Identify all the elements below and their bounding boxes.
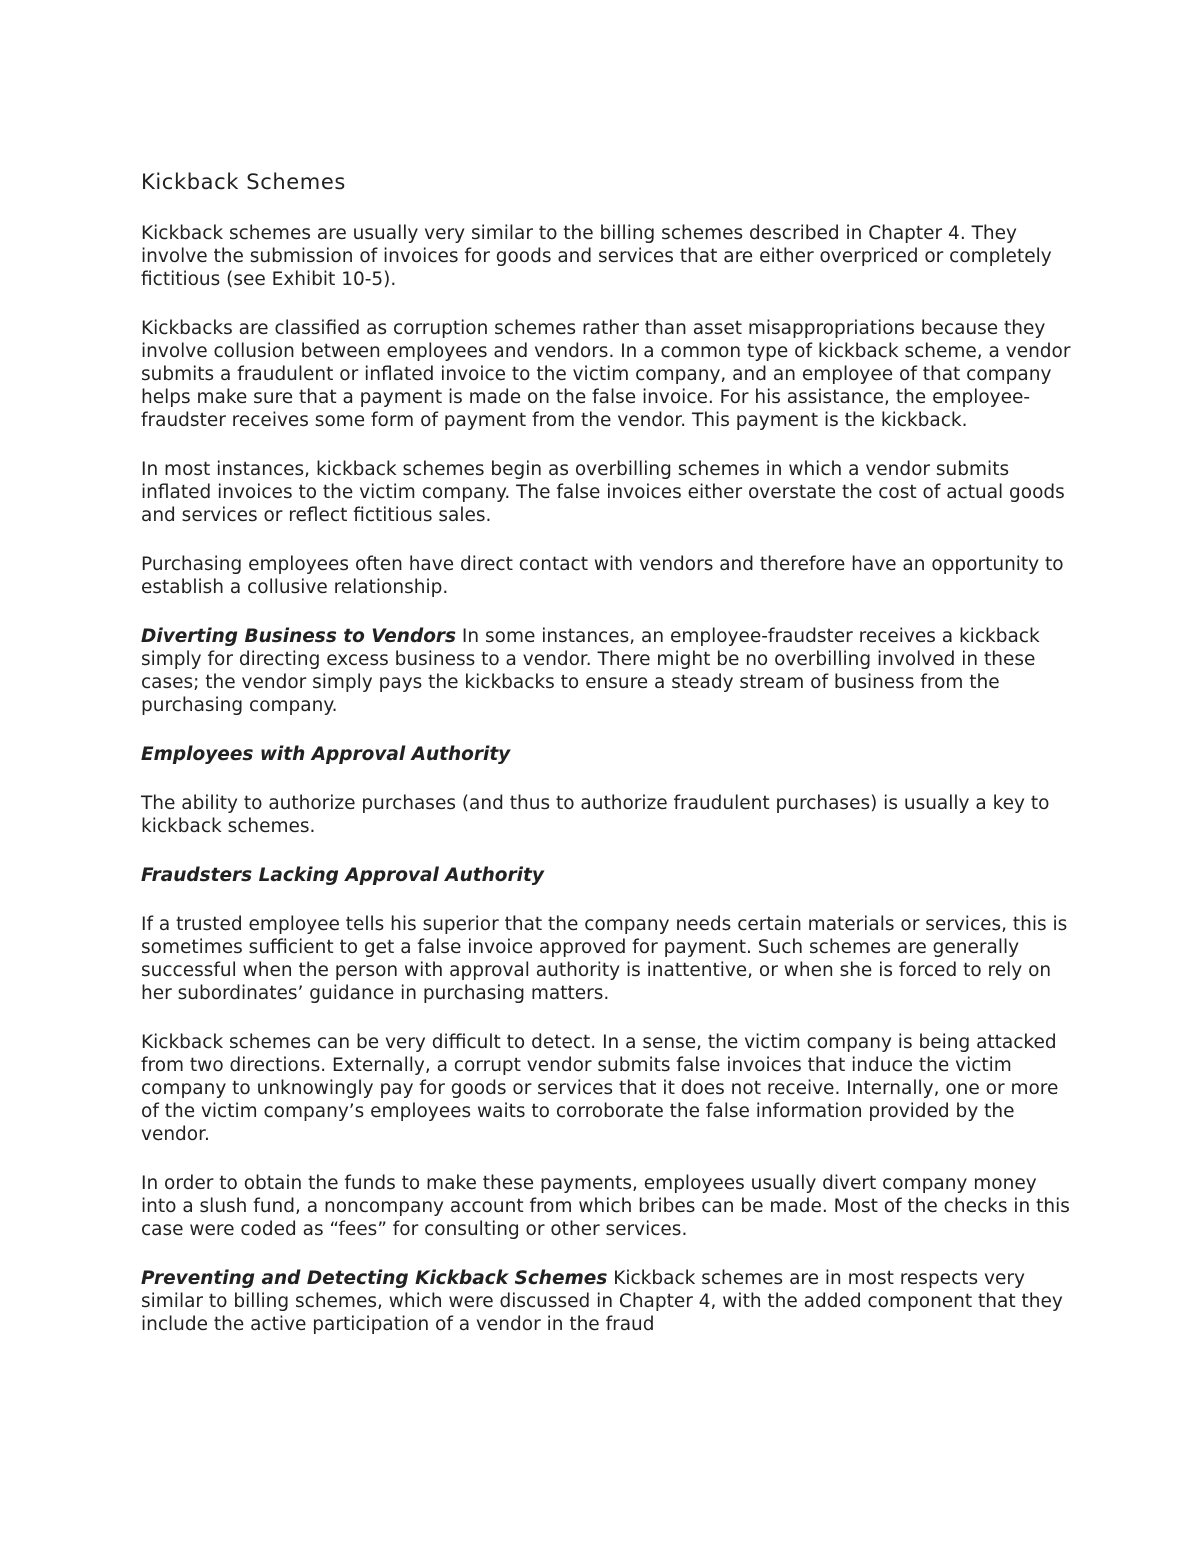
section-diverting-business (141, 625, 1071, 717)
paragraph-classification: Kickbacks are classified as corruption schemes rather than asset misappropriations because they involve collusion between employees and vendors. In a common type of kickback scheme, a vendor submits a fraudulent or inflated invoice to the victim company, and an employee of that company helps make sure that a payment is made on the false invoice. For his assistance, the employee-fraudster receives some form of payment from the vendor. This payment is the kickback. (141, 318, 1071, 431)
diverting-business-text: In some instances, an employee-fraudster receives a kickback simply for directing excess business to a vendor. There might be no overbilling involved in these cases; the vendor simply pays the kickbacks to ensure a steady stream of business from the purchasing company. (141, 626, 1040, 716)
preventing-detecting-text: Kickback schemes are in most respects very similar to billing schemes, which were discussed in Chapter 4, with the added component that they include the active participation of a vendor in the fraud (141, 1268, 1063, 1335)
document-page (141, 168, 1071, 1362)
paragraph-slush-fund: In order to obtain the funds to make these payments, employees usually divert company money into a slush fund, a noncompany account from which bribes can be made. Most of the checks in this case were coded as “fees” for consulting or other services. (141, 1173, 1070, 1240)
paragraph-overbilling: In most instances, kickback schemes begin as overbilling schemes in which a vendor submits inflated invoices to the victim company. The false invoices either overstate the cost of actual goods and services or reflect fictitious sales. (141, 459, 1065, 526)
paragraph-purchasing-employees: Purchasing employees often have direct contact with vendors and therefore have an opportunity to establish a collusive relationship. (141, 554, 1064, 598)
approval-authority-text: The ability to authorize purchases (and thus to authorize fraudulent purchases) is usually a key to kickback schemes. (141, 793, 1050, 837)
paragraph-detection-difficulty: Kickback schemes can be very difficult to detect. In a sense, the victim company is being attacked from two directions. Externally, a corrupt vendor submits false invoices that induce the victim company to unknowingly pay for goods or services that it does not receive. Internally, one or more of the victim company’s employees waits to corroborate the false information provided by the vendor. (141, 1032, 1059, 1145)
preventing-detecting-heading: Preventing and Detecting Kickback Schemes (141, 1268, 608, 1289)
lacking-approval-text: If a trusted employee tells his superior that the company needs certain materials or services, this is sometimes sufficient to get a false invoice approved for payment. Such schemes are generally successful when the person with approval authority is inattentive, or when she is forced to rely on her subordinates’ guidance in purchasing matters. (141, 914, 1068, 1004)
paragraph-intro: Kickback schemes are usually very similar to the billing schemes described in Chapter 4. They involve the submission of invoices for goods and services that are either overpriced or completely fictitious (see Exhibit 10-5). (141, 223, 1052, 290)
diverting-business-heading: Diverting Business to Vendors (141, 626, 457, 647)
section-preventing-detecting (141, 1267, 1071, 1336)
approval-authority-heading: Employees with Approval Authority (141, 744, 511, 765)
lacking-approval-heading: Fraudsters Lacking Approval Authority (141, 865, 544, 886)
document-title: Kickback Schemes (141, 170, 346, 194)
